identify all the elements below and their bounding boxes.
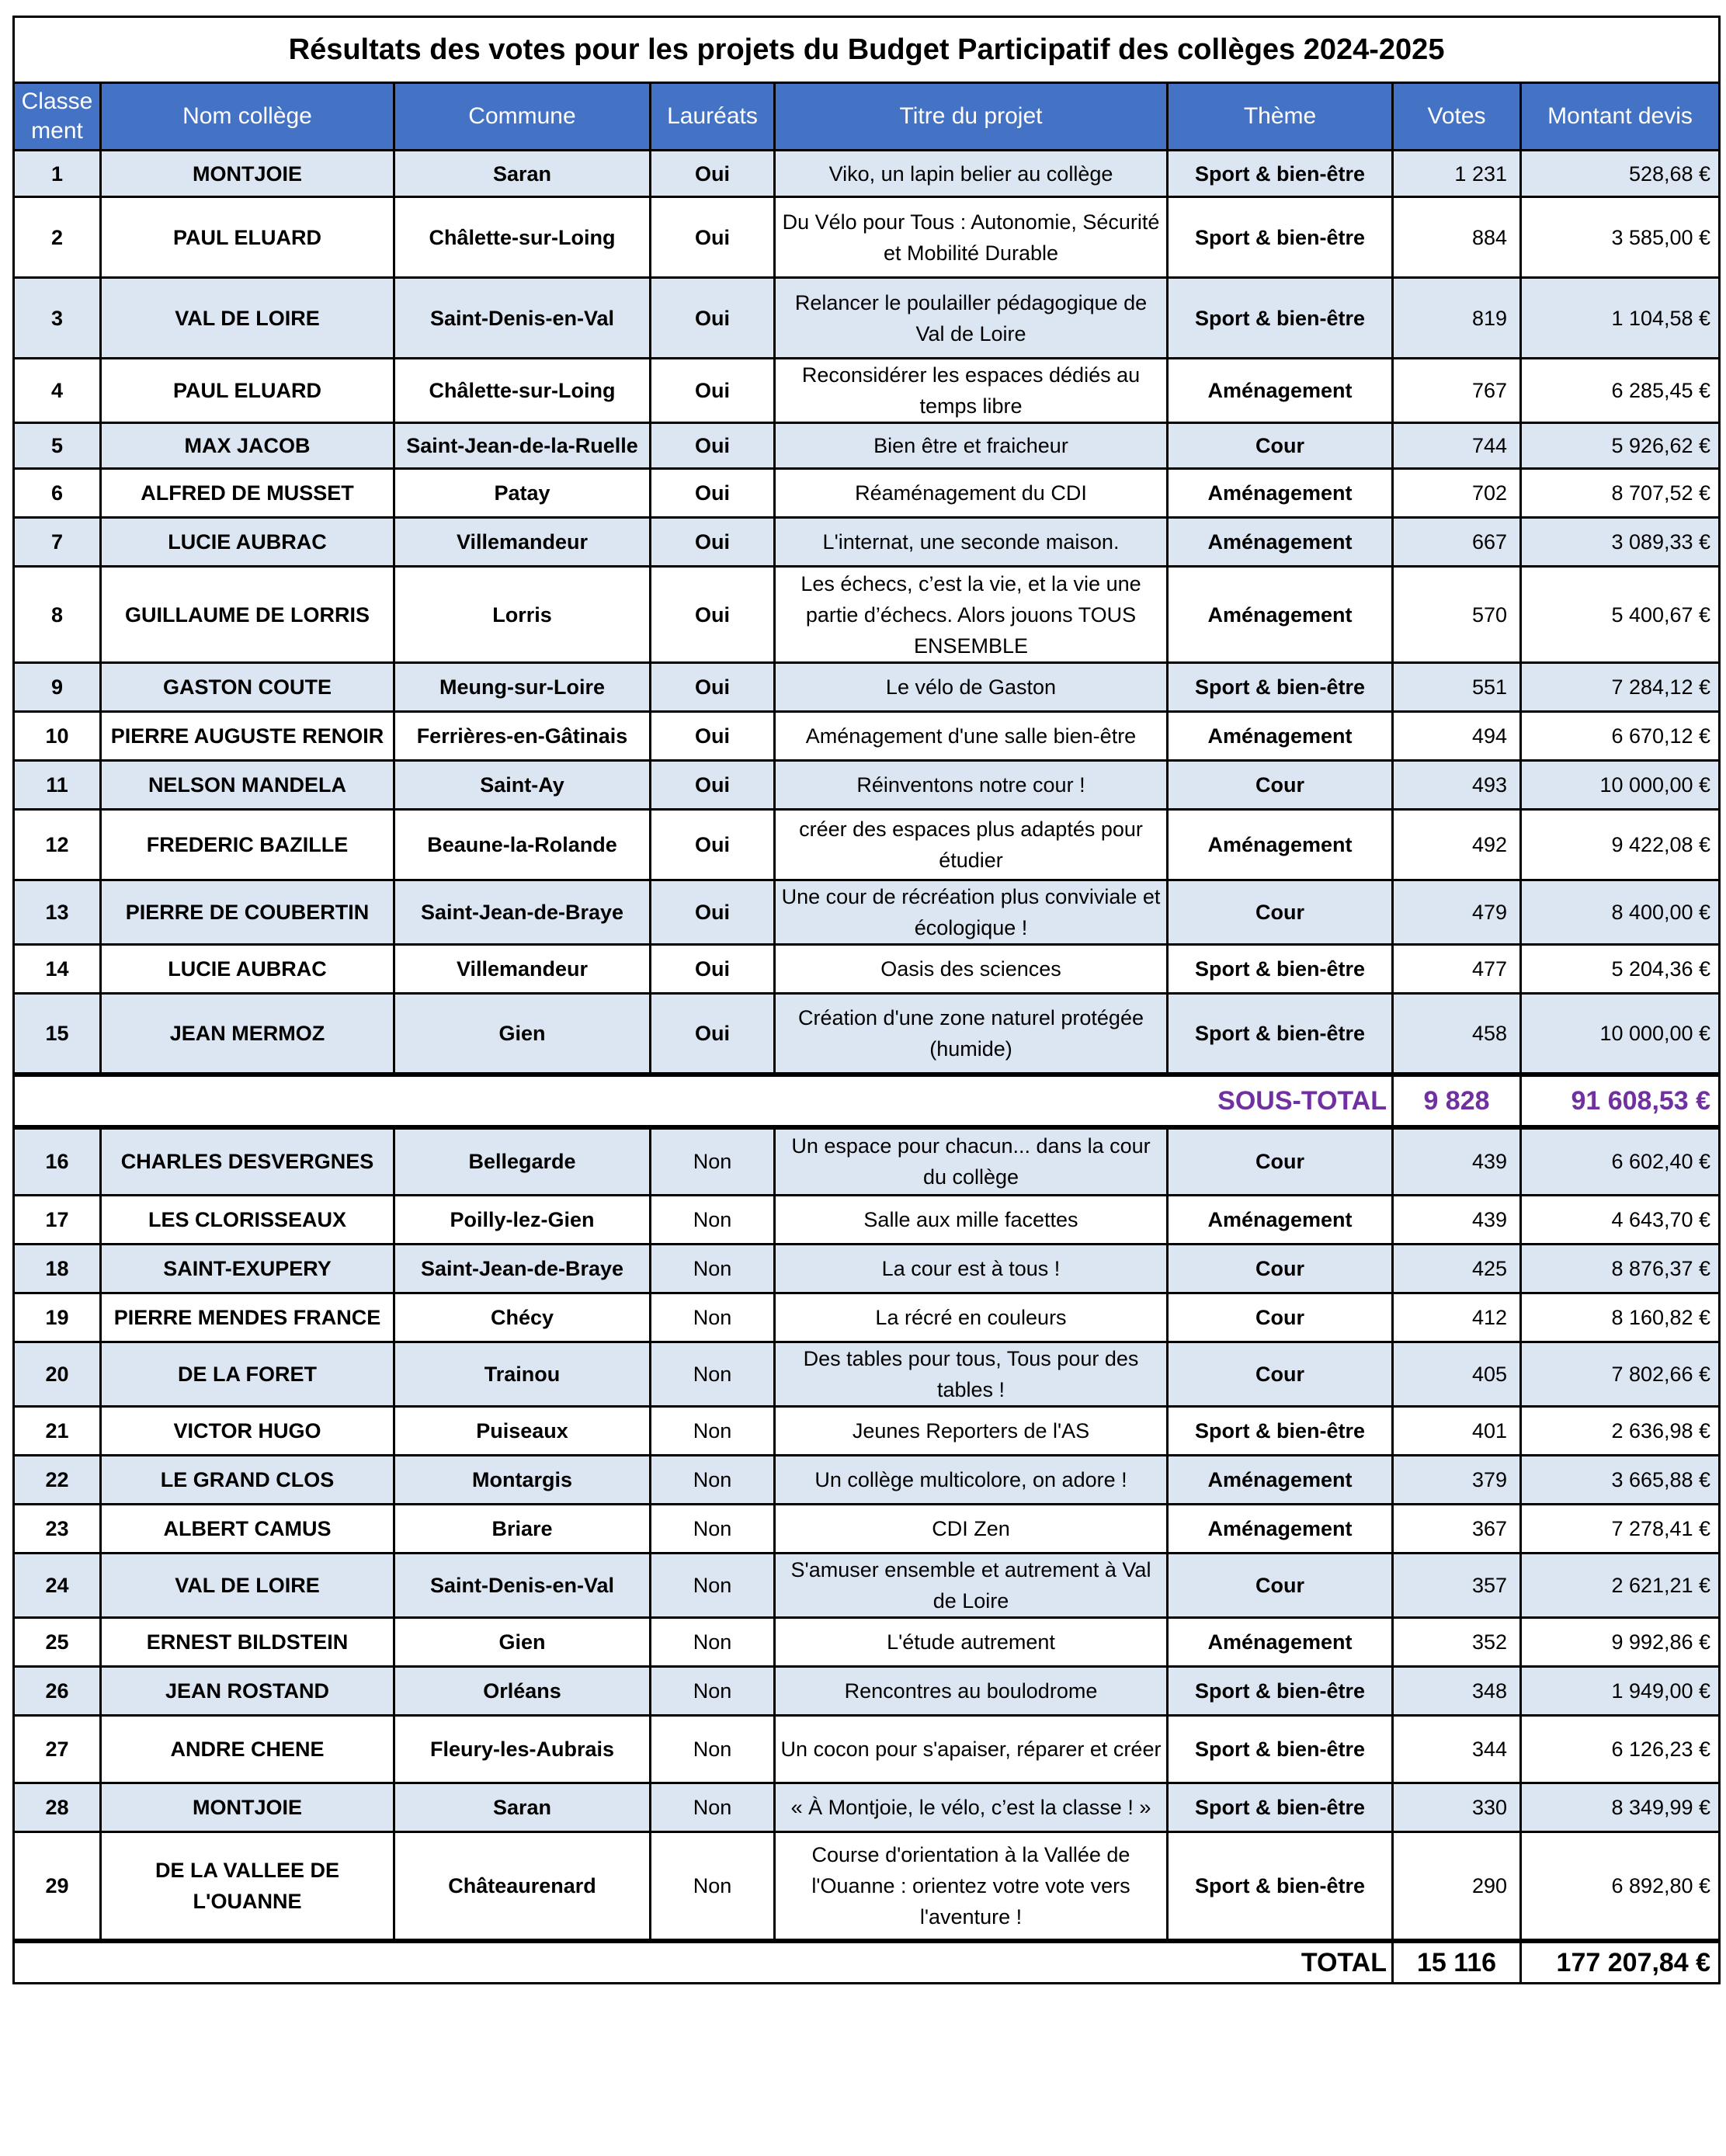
commune-cell: Meung-sur-Loire xyxy=(394,663,651,712)
project-cell: Réaménagement du CDI xyxy=(775,469,1168,518)
rank-cell: 22 xyxy=(14,1456,101,1505)
college-cell: NELSON MANDELA xyxy=(101,761,394,810)
amount-cell: 8 876,37 € xyxy=(1521,1245,1720,1293)
table-row xyxy=(14,518,1720,567)
theme-cell: Sport & bien-être xyxy=(1168,1783,1393,1832)
commune-cell: Saint-Denis-en-Val xyxy=(394,1554,651,1618)
table-row xyxy=(14,359,1720,423)
project-cell: Création d'une zone naturel protégée (humide) xyxy=(775,994,1168,1075)
table-row xyxy=(14,1127,1720,1196)
votes-cell: 667 xyxy=(1393,518,1521,567)
theme-cell: Cour xyxy=(1168,1127,1393,1196)
commune-cell: Saint-Denis-en-Val xyxy=(394,278,651,359)
amount-cell: 7 284,12 € xyxy=(1521,663,1720,712)
rank-cell: 8 xyxy=(14,567,101,663)
rank-cell: 11 xyxy=(14,761,101,810)
amount-cell: 528,68 € xyxy=(1521,151,1720,197)
amount-cell: 6 285,45 € xyxy=(1521,359,1720,423)
laureat-cell: Non xyxy=(651,1407,775,1456)
votes-cell: 744 xyxy=(1393,423,1521,469)
amount-cell: 6 602,40 € xyxy=(1521,1127,1720,1196)
others-body xyxy=(14,1127,1720,1941)
theme-cell: Aménagement xyxy=(1168,712,1393,761)
theme-cell: Sport & bien-être xyxy=(1168,1407,1393,1456)
rank-cell: 25 xyxy=(14,1618,101,1667)
commune-cell: Lorris xyxy=(394,567,651,663)
commune-cell: Beaune-la-Rolande xyxy=(394,810,651,880)
rank-cell: 18 xyxy=(14,1245,101,1293)
project-cell: L'internat, une seconde maison. xyxy=(775,518,1168,567)
college-cell: PAUL ELUARD xyxy=(101,359,394,423)
theme-cell: Aménagement xyxy=(1168,1196,1393,1245)
table-row xyxy=(14,712,1720,761)
rank-cell: 12 xyxy=(14,810,101,880)
header-votes: Votes xyxy=(1393,83,1521,151)
amount-cell: 3 585,00 € xyxy=(1521,197,1720,278)
header-commune: Commune xyxy=(394,83,651,151)
college-cell: VAL DE LOIRE xyxy=(101,1554,394,1618)
project-cell: Réinventons notre cour ! xyxy=(775,761,1168,810)
laureat-cell: Non xyxy=(651,1293,775,1342)
theme-cell: Aménagement xyxy=(1168,469,1393,518)
table-row xyxy=(14,945,1720,994)
college-cell: PIERRE DE COUBERTIN xyxy=(101,880,394,945)
subtotal-body xyxy=(14,1075,1720,1127)
theme-cell: Aménagement xyxy=(1168,518,1393,567)
college-cell: GASTON COUTE xyxy=(101,663,394,712)
total-label: TOTAL xyxy=(14,1941,1393,1984)
votes-cell: 401 xyxy=(1393,1407,1521,1456)
table-row xyxy=(14,1618,1720,1667)
rank-cell: 7 xyxy=(14,518,101,567)
rank-cell: 28 xyxy=(14,1783,101,1832)
commune-cell: Montargis xyxy=(394,1456,651,1505)
table-row xyxy=(14,1716,1720,1783)
rank-cell: 13 xyxy=(14,880,101,945)
votes-cell: 367 xyxy=(1393,1505,1521,1554)
amount-cell: 10 000,00 € xyxy=(1521,994,1720,1075)
commune-cell: Fleury-les-Aubrais xyxy=(394,1716,651,1783)
laureat-cell: Non xyxy=(651,1832,775,1941)
college-cell: ANDRE CHENE xyxy=(101,1716,394,1783)
table-row xyxy=(14,994,1720,1075)
commune-cell: Ferrières-en-Gâtinais xyxy=(394,712,651,761)
amount-cell: 7 278,41 € xyxy=(1521,1505,1720,1554)
votes-cell: 494 xyxy=(1393,712,1521,761)
project-cell: Viko, un lapin belier au collège xyxy=(775,151,1168,197)
project-cell: Des tables pour tous, Tous pour des tables ! xyxy=(775,1342,1168,1407)
laureat-cell: Non xyxy=(651,1342,775,1407)
college-cell: JEAN ROSTAND xyxy=(101,1667,394,1716)
theme-cell: Sport & bien-être xyxy=(1168,1667,1393,1716)
amount-cell: 8 400,00 € xyxy=(1521,880,1720,945)
laureat-cell: Oui xyxy=(651,880,775,945)
theme-cell: Cour xyxy=(1168,1293,1393,1342)
table-row xyxy=(14,1293,1720,1342)
project-cell: « À Montjoie, le vélo, c’est la classe ! » xyxy=(775,1783,1168,1832)
votes-cell: 439 xyxy=(1393,1127,1521,1196)
project-cell: L'étude autrement xyxy=(775,1618,1168,1667)
rank-cell: 16 xyxy=(14,1127,101,1196)
commune-cell: Trainou xyxy=(394,1342,651,1407)
theme-cell: Sport & bien-être xyxy=(1168,994,1393,1075)
votes-cell: 702 xyxy=(1393,469,1521,518)
commune-cell: Puiseaux xyxy=(394,1407,651,1456)
theme-cell: Sport & bien-être xyxy=(1168,151,1393,197)
votes-cell: 884 xyxy=(1393,197,1521,278)
votes-cell: 458 xyxy=(1393,994,1521,1075)
commune-cell: Gien xyxy=(394,994,651,1075)
rank-cell: 23 xyxy=(14,1505,101,1554)
table-row xyxy=(14,880,1720,945)
project-cell: Les échecs, c’est la vie, et la vie une partie d’échecs. Alors jouons TOUS ENSEMBLE xyxy=(775,567,1168,663)
rank-cell: 27 xyxy=(14,1716,101,1783)
college-cell: GUILLAUME DE LORRIS xyxy=(101,567,394,663)
total-votes: 15 116 xyxy=(1393,1941,1521,1984)
laureat-cell: Oui xyxy=(651,278,775,359)
project-cell: Du Vélo pour Tous : Autonomie, Sécurité et Mobilité Durable xyxy=(775,197,1168,278)
laureat-cell: Non xyxy=(651,1667,775,1716)
commune-cell: Chécy xyxy=(394,1293,651,1342)
project-cell: Bien être et fraicheur xyxy=(775,423,1168,469)
amount-cell: 8 707,52 € xyxy=(1521,469,1720,518)
project-cell: Oasis des sciences xyxy=(775,945,1168,994)
commune-cell: Patay xyxy=(394,469,651,518)
commune-cell: Châteaurenard xyxy=(394,1832,651,1941)
laureat-cell: Non xyxy=(651,1505,775,1554)
subtotal-row xyxy=(14,1075,1720,1127)
votes-cell: 570 xyxy=(1393,567,1521,663)
college-cell: ERNEST BILDSTEIN xyxy=(101,1618,394,1667)
table-row xyxy=(14,151,1720,197)
project-cell: Salle aux mille facettes xyxy=(775,1196,1168,1245)
laureat-cell: Non xyxy=(651,1196,775,1245)
amount-cell: 1 104,58 € xyxy=(1521,278,1720,359)
amount-cell: 5 204,36 € xyxy=(1521,945,1720,994)
votes-cell: 357 xyxy=(1393,1554,1521,1618)
table-row xyxy=(14,278,1720,359)
laureat-cell: Non xyxy=(651,1245,775,1293)
theme-cell: Sport & bien-être xyxy=(1168,278,1393,359)
votes-cell: 551 xyxy=(1393,663,1521,712)
theme-cell: Cour xyxy=(1168,761,1393,810)
rank-cell: 17 xyxy=(14,1196,101,1245)
amount-cell: 4 643,70 € xyxy=(1521,1196,1720,1245)
college-cell: LUCIE AUBRAC xyxy=(101,945,394,994)
college-cell: VICTOR HUGO xyxy=(101,1407,394,1456)
laureat-cell: Oui xyxy=(651,359,775,423)
laureates-body xyxy=(14,151,1720,1075)
rank-cell: 29 xyxy=(14,1832,101,1941)
college-cell: MONTJOIE xyxy=(101,151,394,197)
header-laureat: Lauréats xyxy=(651,83,775,151)
rank-cell: 20 xyxy=(14,1342,101,1407)
commune-cell: Saint-Jean-de-Braye xyxy=(394,880,651,945)
table-row xyxy=(14,1667,1720,1716)
theme-cell: Aménagement xyxy=(1168,567,1393,663)
amount-cell: 1 949,00 € xyxy=(1521,1667,1720,1716)
table-row xyxy=(14,469,1720,518)
votes-cell: 412 xyxy=(1393,1293,1521,1342)
college-cell: CHARLES DESVERGNES xyxy=(101,1127,394,1196)
college-cell: PIERRE MENDES FRANCE xyxy=(101,1293,394,1342)
college-cell: ALFRED DE MUSSET xyxy=(101,469,394,518)
votes-cell: 344 xyxy=(1393,1716,1521,1783)
commune-cell: Gien xyxy=(394,1618,651,1667)
theme-cell: Cour xyxy=(1168,1245,1393,1293)
project-cell: Le vélo de Gaston xyxy=(775,663,1168,712)
rank-cell: 4 xyxy=(14,359,101,423)
table-row xyxy=(14,1554,1720,1618)
table-row xyxy=(14,1407,1720,1456)
table-row xyxy=(14,1456,1720,1505)
amount-cell: 2 636,98 € xyxy=(1521,1407,1720,1456)
commune-cell: Saint-Jean-de-la-Ruelle xyxy=(394,423,651,469)
votes-cell: 767 xyxy=(1393,359,1521,423)
votes-cell: 290 xyxy=(1393,1832,1521,1941)
votes-cell: 492 xyxy=(1393,810,1521,880)
college-cell: DE LA VALLEE DE L'OUANNE xyxy=(101,1832,394,1941)
rank-cell: 3 xyxy=(14,278,101,359)
table-row xyxy=(14,1342,1720,1407)
amount-cell: 8 349,99 € xyxy=(1521,1783,1720,1832)
header-project: Titre du projet xyxy=(775,83,1168,151)
table-row xyxy=(14,1832,1720,1941)
commune-cell: Bellegarde xyxy=(394,1127,651,1196)
project-cell: créer des espaces plus adaptés pour étudier xyxy=(775,810,1168,880)
theme-cell: Aménagement xyxy=(1168,1618,1393,1667)
project-cell: Rencontres au boulodrome xyxy=(775,1667,1168,1716)
commune-cell: Briare xyxy=(394,1505,651,1554)
laureat-cell: Oui xyxy=(651,567,775,663)
rank-cell: 26 xyxy=(14,1667,101,1716)
college-cell: LES CLORISSEAUX xyxy=(101,1196,394,1245)
laureat-cell: Oui xyxy=(651,423,775,469)
project-cell: Un collège multicolore, on adore ! xyxy=(775,1456,1168,1505)
subtotal-amount: 91 608,53 € xyxy=(1521,1075,1720,1127)
table-row xyxy=(14,810,1720,880)
votes-cell: 405 xyxy=(1393,1342,1521,1407)
laureat-cell: Oui xyxy=(651,197,775,278)
college-cell: JEAN MERMOZ xyxy=(101,994,394,1075)
commune-cell: Orléans xyxy=(394,1667,651,1716)
project-cell: Jeunes Reporters de l'AS xyxy=(775,1407,1168,1456)
rank-cell: 2 xyxy=(14,197,101,278)
votes-cell: 819 xyxy=(1393,278,1521,359)
theme-cell: Sport & bien-être xyxy=(1168,945,1393,994)
table-row xyxy=(14,663,1720,712)
theme-cell: Sport & bien-être xyxy=(1168,1832,1393,1941)
laureat-cell: Oui xyxy=(651,761,775,810)
college-cell: MAX JACOB xyxy=(101,423,394,469)
header-rank: Classe ment xyxy=(14,83,101,151)
laureat-cell: Oui xyxy=(651,518,775,567)
laureat-cell: Oui xyxy=(651,663,775,712)
rank-cell: 6 xyxy=(14,469,101,518)
project-cell: Course d'orientation à la Vallée de l'Ouanne : orientez votre vote vers l'aventure ! xyxy=(775,1832,1168,1941)
results-table xyxy=(12,16,1721,1984)
amount-cell: 6 892,80 € xyxy=(1521,1832,1720,1941)
table-row xyxy=(14,761,1720,810)
college-cell: PIERRE AUGUSTE RENOIR xyxy=(101,712,394,761)
laureat-cell: Non xyxy=(651,1456,775,1505)
votes-cell: 425 xyxy=(1393,1245,1521,1293)
theme-cell: Aménagement xyxy=(1168,810,1393,880)
commune-cell: Saran xyxy=(394,1783,651,1832)
rank-cell: 21 xyxy=(14,1407,101,1456)
commune-cell: Poilly-lez-Gien xyxy=(394,1196,651,1245)
amount-cell: 5 400,67 € xyxy=(1521,567,1720,663)
theme-cell: Aménagement xyxy=(1168,359,1393,423)
theme-cell: Sport & bien-être xyxy=(1168,663,1393,712)
college-cell: SAINT-EXUPERY xyxy=(101,1245,394,1293)
project-cell: Relancer le poulailler pédagogique de Val de Loire xyxy=(775,278,1168,359)
rank-cell: 14 xyxy=(14,945,101,994)
total-body xyxy=(14,1941,1720,1984)
commune-cell: Saint-Ay xyxy=(394,761,651,810)
rank-cell: 5 xyxy=(14,423,101,469)
table-row xyxy=(14,1196,1720,1245)
commune-cell: Châlette-sur-Loing xyxy=(394,359,651,423)
project-cell: S'amuser ensemble et autrement à Val de Loire xyxy=(775,1554,1168,1618)
theme-cell: Sport & bien-être xyxy=(1168,1716,1393,1783)
laureat-cell: Non xyxy=(651,1127,775,1196)
college-cell: ALBERT CAMUS xyxy=(101,1505,394,1554)
project-cell: La récré en couleurs xyxy=(775,1293,1168,1342)
theme-cell: Aménagement xyxy=(1168,1505,1393,1554)
subtotal-label: SOUS-TOTAL xyxy=(14,1075,1393,1127)
laureat-cell: Oui xyxy=(651,945,775,994)
college-cell: PAUL ELUARD xyxy=(101,197,394,278)
project-cell: Aménagement d'une salle bien-être xyxy=(775,712,1168,761)
header-amount: Montant devis xyxy=(1521,83,1720,151)
project-cell: La cour est à tous ! xyxy=(775,1245,1168,1293)
theme-cell: Sport & bien-être xyxy=(1168,197,1393,278)
amount-cell: 3 089,33 € xyxy=(1521,518,1720,567)
laureat-cell: Non xyxy=(651,1783,775,1832)
college-cell: DE LA FORET xyxy=(101,1342,394,1407)
rank-cell: 24 xyxy=(14,1554,101,1618)
table-row xyxy=(14,1245,1720,1293)
laureat-cell: Oui xyxy=(651,151,775,197)
votes-cell: 477 xyxy=(1393,945,1521,994)
laureat-cell: Oui xyxy=(651,469,775,518)
rank-cell: 15 xyxy=(14,994,101,1075)
college-cell: MONTJOIE xyxy=(101,1783,394,1832)
theme-cell: Cour xyxy=(1168,1342,1393,1407)
amount-cell: 6 126,23 € xyxy=(1521,1716,1720,1783)
laureat-cell: Non xyxy=(651,1716,775,1783)
laureat-cell: Non xyxy=(651,1554,775,1618)
votes-cell: 1 231 xyxy=(1393,151,1521,197)
votes-cell: 352 xyxy=(1393,1618,1521,1667)
project-cell: Un espace pour chacun... dans la cour du collège xyxy=(775,1127,1168,1196)
laureat-cell: Non xyxy=(651,1618,775,1667)
rank-cell: 1 xyxy=(14,151,101,197)
amount-cell: 3 665,88 € xyxy=(1521,1456,1720,1505)
total-amount: 177 207,84 € xyxy=(1521,1941,1720,1984)
amount-cell: 10 000,00 € xyxy=(1521,761,1720,810)
college-cell: LUCIE AUBRAC xyxy=(101,518,394,567)
project-cell: CDI Zen xyxy=(775,1505,1168,1554)
commune-cell: Châlette-sur-Loing xyxy=(394,197,651,278)
college-cell: VAL DE LOIRE xyxy=(101,278,394,359)
amount-cell: 5 926,62 € xyxy=(1521,423,1720,469)
votes-cell: 439 xyxy=(1393,1196,1521,1245)
amount-cell: 9 422,08 € xyxy=(1521,810,1720,880)
amount-cell: 7 802,66 € xyxy=(1521,1342,1720,1407)
project-cell: Une cour de récréation plus conviviale et écologique ! xyxy=(775,880,1168,945)
college-cell: FREDERIC BAZILLE xyxy=(101,810,394,880)
header-theme: Thème xyxy=(1168,83,1393,151)
rank-cell: 19 xyxy=(14,1293,101,1342)
laureat-cell: Oui xyxy=(651,712,775,761)
total-row xyxy=(14,1941,1720,1984)
theme-cell: Cour xyxy=(1168,880,1393,945)
table-row xyxy=(14,1783,1720,1832)
theme-cell: Cour xyxy=(1168,423,1393,469)
table-row xyxy=(14,197,1720,278)
laureat-cell: Oui xyxy=(651,994,775,1075)
subtotal-votes: 9 828 xyxy=(1393,1075,1521,1127)
laureat-cell: Oui xyxy=(651,810,775,880)
commune-cell: Villemandeur xyxy=(394,518,651,567)
amount-cell: 6 670,12 € xyxy=(1521,712,1720,761)
rank-cell: 9 xyxy=(14,663,101,712)
votes-cell: 479 xyxy=(1393,880,1521,945)
table-row xyxy=(14,1505,1720,1554)
commune-cell: Saint-Jean-de-Braye xyxy=(394,1245,651,1293)
votes-cell: 330 xyxy=(1393,1783,1521,1832)
project-cell: Reconsidérer les espaces dédiés au temps libre xyxy=(775,359,1168,423)
page-title: Résultats des votes pour les projets du Budget Participatif des collèges 2024-2025 xyxy=(14,17,1720,83)
table-row xyxy=(14,423,1720,469)
votes-cell: 379 xyxy=(1393,1456,1521,1505)
rank-cell: 10 xyxy=(14,712,101,761)
table-row xyxy=(14,567,1720,663)
amount-cell: 9 992,86 € xyxy=(1521,1618,1720,1667)
theme-cell: Aménagement xyxy=(1168,1456,1393,1505)
college-cell: LE GRAND CLOS xyxy=(101,1456,394,1505)
votes-cell: 348 xyxy=(1393,1667,1521,1716)
project-cell: Un cocon pour s'apaiser, réparer et créer xyxy=(775,1716,1168,1783)
commune-cell: Villemandeur xyxy=(394,945,651,994)
amount-cell: 8 160,82 € xyxy=(1521,1293,1720,1342)
votes-cell: 493 xyxy=(1393,761,1521,810)
header-college: Nom collège xyxy=(101,83,394,151)
theme-cell: Cour xyxy=(1168,1554,1393,1618)
amount-cell: 2 621,21 € xyxy=(1521,1554,1720,1618)
commune-cell: Saran xyxy=(394,151,651,197)
